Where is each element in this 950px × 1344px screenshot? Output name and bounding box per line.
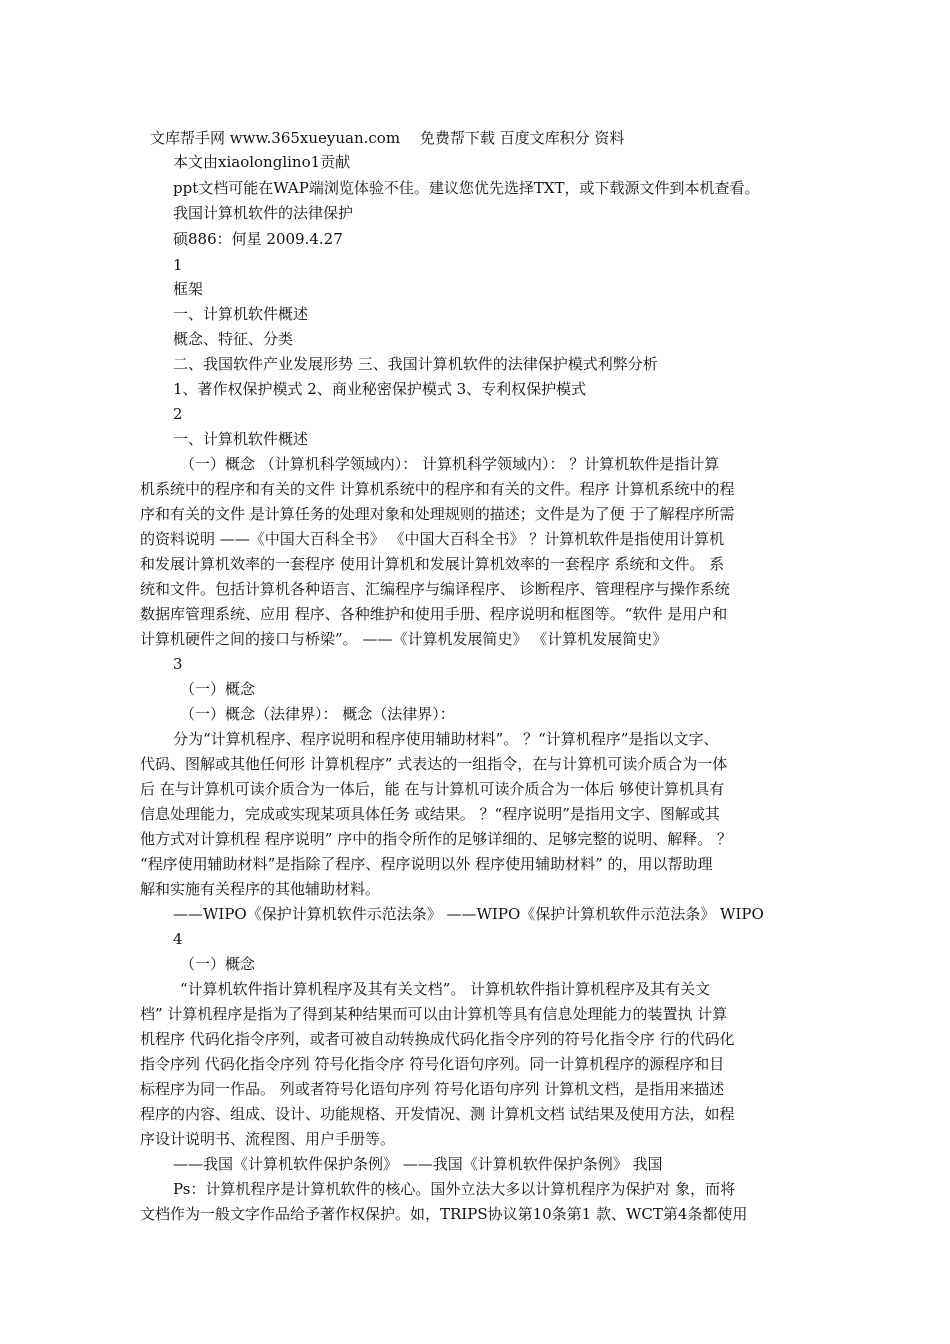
paragraph-line: 指令序列 代码化指令序列 符号化指令序 符号化语句序列。同一计算机程序的源程序和目	[140, 1055, 725, 1073]
paragraph-line: 序设计说明书、流程图、用户手册等。	[140, 1130, 396, 1148]
paragraph-line: 后 在与计算机可读介质合为一体后，能 在与计算机可读介质合为一体后 够使计算机具有	[140, 780, 725, 798]
ps-line: 文档作为一般文字作品给予著作权保护。如，TRIPS协议第10条第1 款、WCT第4条都使用	[140, 1205, 748, 1223]
contributor-line: 本文由xiaolonglino1贡献	[173, 153, 351, 171]
paragraph-line: 的资料说明 ——《中国大百科全书》 《中国大百科全书》 ？计算机软件是指使用计算机	[140, 530, 725, 548]
paragraph-line: “程序使用辅助材料”是指除了程序、程序说明以外 程序使用辅助材料” 的，用以帮助理	[140, 855, 713, 873]
page-number: 2	[173, 405, 183, 423]
section-title: 一、计算机软件概述	[173, 430, 309, 448]
subsection-heading: （一）概念	[180, 955, 256, 973]
subsection-heading: （一）概念	[180, 680, 256, 698]
outline-modes: 1、著作权保护模式 2、商业秘密保护模式 3、专利权保护模式	[173, 380, 587, 398]
paragraph-line: 程序的内容、组成、设计、功能规格、开发情况、测 计算机文档 试结果及使用方法，如程	[140, 1105, 735, 1123]
outline-item: 二、我国软件产业发展形势 三、我国计算机软件的法律保护模式利弊分析	[173, 355, 658, 373]
paragraph-line: 他方式对计算机程 程序说明” 序中的指令所作的足够详细的、足够完整的说明、解释。 ？	[140, 830, 732, 848]
citation-line: ——WIPO《保护计算机软件示范法条》 ——WIPO《保护计算机软件示范法条》 WIPO	[173, 905, 764, 923]
page-number: 3	[173, 655, 183, 673]
paragraph-line: 和发展计算机效率的一套程序 使用计算机和发展计算机效率的一套程序 系统和文件。 系	[140, 555, 725, 573]
site-header: 文库帮手网 www.365xueyuan.com 免费帮下载 百度文库积分 资料	[150, 129, 625, 147]
paragraph-line: 机程序 代码化指令序列，或者可被自动转换成代码化指令序列的符号化指令序 行的代码化	[140, 1030, 735, 1048]
paragraph-line: 计算机硬件之间的接口与桥梁”。 ——《计算机发展简史》 《计算机发展简史》	[140, 630, 668, 648]
outline-subitem: 概念、特征、分类	[173, 330, 294, 348]
page-number: 4	[173, 930, 183, 948]
paragraph-line: 标程序为同一作品。 列或者符号化语句序列 符号化语句序列 计算机文档，是指用来描述	[140, 1080, 725, 1098]
outline-title: 框架	[173, 280, 204, 298]
paragraph-line: 解和实施有关程序的其他辅助材料。	[140, 880, 381, 898]
paragraph-line: 机系统中的程序和有关的文件 计算机系统中的程序和有关的文件。程序 计算机系统中的程	[140, 480, 735, 498]
paragraph-line: 档” 计算机程序是指为了得到某种结果而可以由计算机等具有信息处理能力的装置执 计算	[140, 1005, 728, 1023]
page-number: 1	[173, 256, 183, 274]
author-line: 硕886：何星 2009.4.27	[173, 230, 343, 248]
paragraph-line: 分为“计算机程序、程序说明和程序使用辅助材料”。 ？“计算机程序”是指以文字、	[173, 730, 719, 748]
paragraph-line: “计算机软件指计算机程序及其有关文档”。 计算机软件指计算机程序及其有关文	[180, 980, 711, 998]
notice-line: ppt文档可能在WAP端浏览体验不佳。建议您优先选择TXT，或下载源文件到本机查看。	[173, 179, 760, 197]
document-title: 我国计算机软件的法律保护	[173, 204, 354, 222]
paragraph-line: 数据库管理系统、应用 程序、各种维护和使用手册、程序说明和框图等。“软件 是用户和	[140, 605, 728, 623]
paragraph-line: 序和有关的文件 是计算任务的处理对象和处理规则的描述；文件是为了便 于了解程序所需	[140, 505, 735, 523]
paragraph-line: 信息处理能力，完成或实现某项具体任务 或结果。 ？“程序说明”是指用文字、图解或其	[140, 805, 720, 823]
outline-item: 一、计算机软件概述	[173, 305, 309, 323]
paragraph-line: 代码、图解或其他任何形 计算机程序” 式表达的一组指令，在与计算机可读介质合为一体	[140, 755, 728, 773]
ps-line: Ps：计算机程序是计算机软件的核心。国外立法大多以计算机程序为保护对 象，而将	[173, 1180, 736, 1198]
citation-line: ——我国《计算机软件保护条例》 ——我国《计算机软件保护条例》 我国	[173, 1155, 663, 1173]
subsection-heading: （一）概念（法律界）： 概念（法律界）：	[180, 705, 455, 723]
paragraph-line: （一）概念 （计算机科学领域内）： 计算机科学领域内）： ？计算机软件是指计算	[180, 455, 720, 473]
paragraph-line: 统和文件。包括计算机各种语言、汇编程序与编译程序、 诊断程序、管理程序与操作系统	[140, 580, 730, 598]
